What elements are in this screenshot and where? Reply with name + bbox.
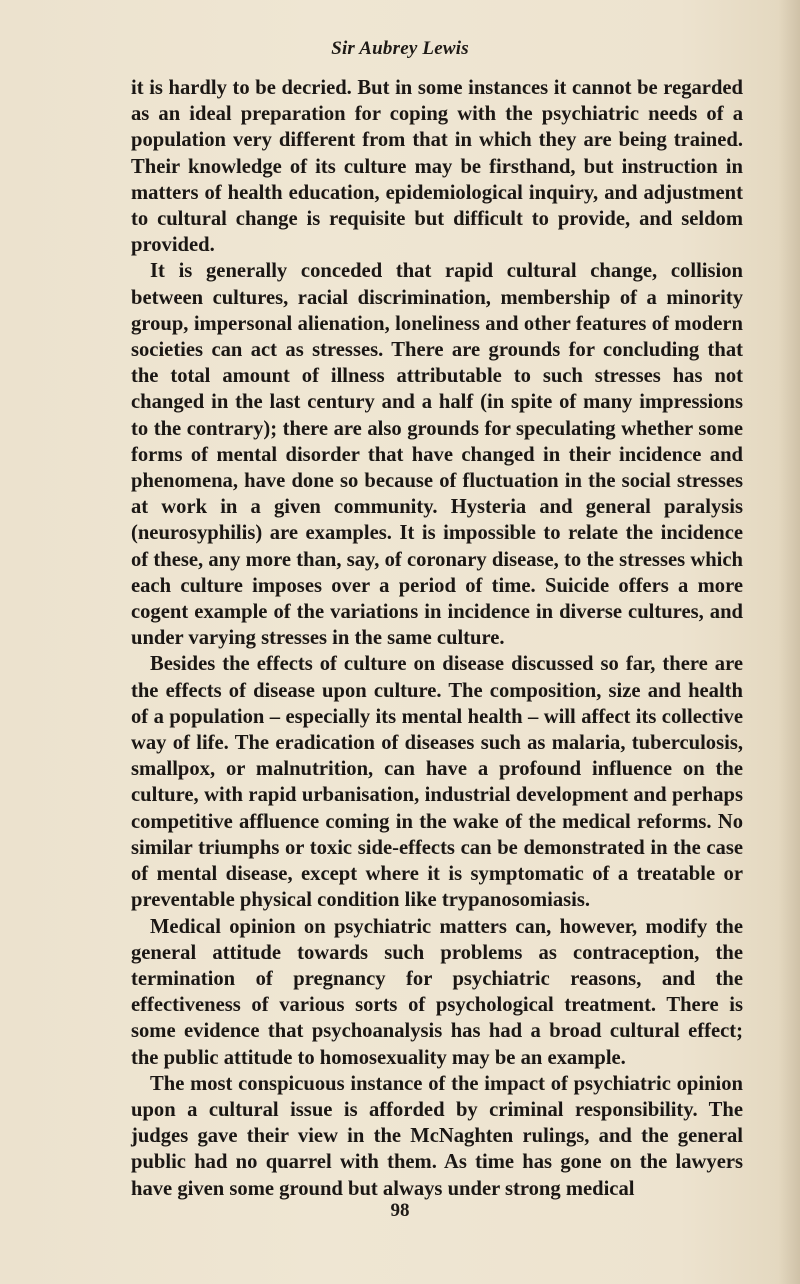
paragraph-2: It is generally conceded that rapid cultural change, collision between cultures, racial discrimination, membership of a minority group, impersonal alienation, loneliness and other features of modern societies can act as stresses. There are grounds for concluding that the total amount of illness attributable to such stresses has not changed in the last century and a half (in spite of many impressions to the contrary); there are also grounds for speculating whether some forms of mental disorder that have changed in their incidence and phenomena, have done so because of fluctuation in the social stresses at work in a given community. Hysteria and general paralysis (neurosyphilis) are examples. It is impossible to relate the incidence of these, any more than, say, of coronary disease, to the stresses which each culture imposes over a period of time. Suicide offers a more cogent example of the variations in incidence in diverse cultures, and under varying stresses in the same culture. xyxy=(131,260,743,650)
paragraph-4: Medical opinion on psychiatric matters can, however, modify the general attitude towards such problems as contraception, the termination of pregnancy for psychiatric reasons, and the effectiveness of various sorts of psychological treatment. There is some evidence that psychoanalysis has had a broad cultural effect; the public attitude to homosexuality may be an example. xyxy=(131,915,743,1069)
running-head: Sir Aubrey Lewis xyxy=(331,38,469,59)
page-edge-shadow xyxy=(778,0,800,1284)
paragraph-1: it is hardly to be decried. But in some instances it cannot be regarded as an ideal preparation for coping with the psychiatric needs of a population very different from that in which they are being trained. Their knowledge of its culture may be firsthand, but instruction in matters of health education, epidemiological inquiry, and adjustment to cultural change is requisite but difficult to provide, and seldom provided. xyxy=(131,77,743,257)
paragraph-3: Besides the effects of culture on disease discussed so far, there are the effects of disease upon culture. The composition, size and health of a population – especially its mental health – will affect its collective way of life. The eradication of diseases such as malaria, tuberculosis, smallpox, or malnutrition, can have a profound influence on the culture, with rapid urbanisation, industrial development and perhaps competitive affluence coming in the wake of the medical reforms. No similar triumphs or toxic side-effects can be demonstrated in the case of mental disease, except where it is symptomatic of a treatable or preventable physical condition like trypanosomiasis. xyxy=(131,653,743,912)
page-number: 98 xyxy=(390,1200,410,1221)
paragraph-5: The most conspicuous instance of the impact of psychiatric opinion upon a cultural issue is afforded by criminal responsibility. The judges gave their view in the McNaghten rulings, and the general public had no quarrel with them. As time has gone on the lawyers have given some ground but always under strong medical xyxy=(131,1072,743,1200)
body-text xyxy=(131,75,743,1202)
